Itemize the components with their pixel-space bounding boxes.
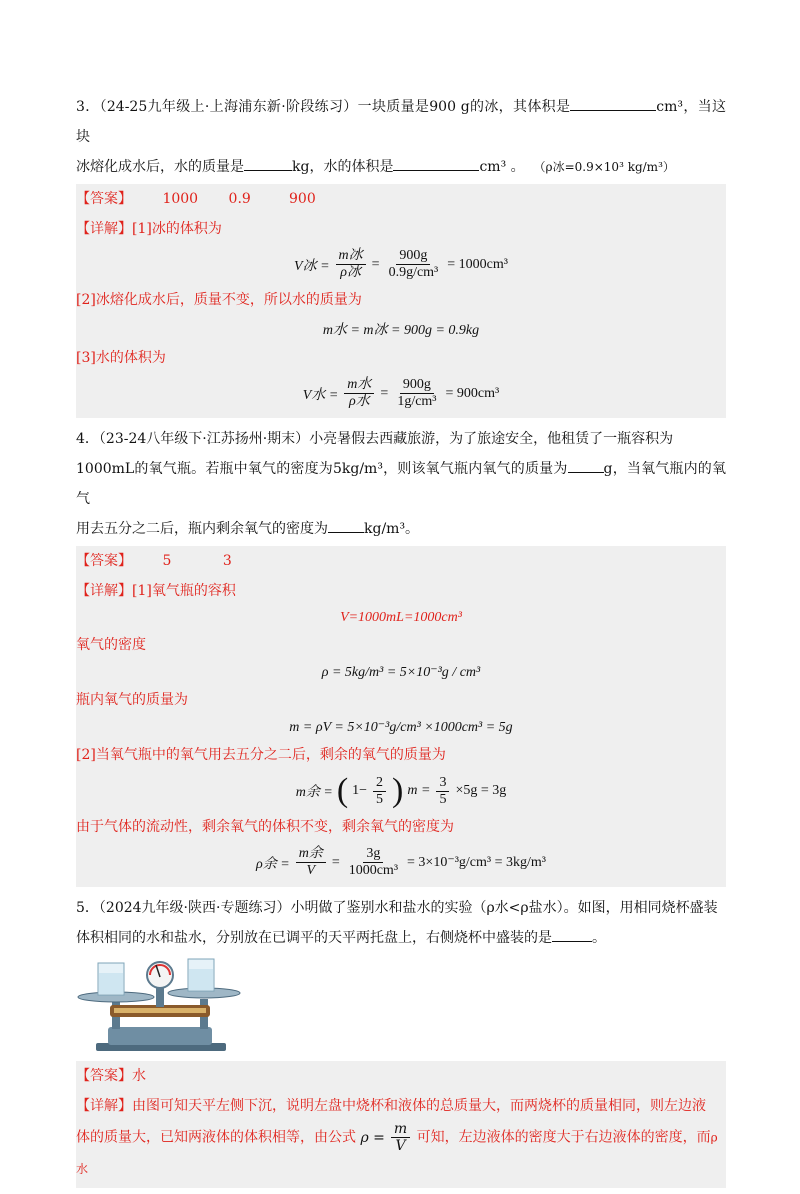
detail-line: 【详解】[1]氧气瓶的容积 xyxy=(76,583,236,599)
equation-remaining-density: ρ余 = $\frac{\text{m余}}{V}$ = $\frac{3g}{\text{1000cm³}}$ = 3×10⁻³g/cm³ = 3kg/m³ xyxy=(256,846,546,878)
answer-blank xyxy=(328,518,364,533)
answer-blank xyxy=(568,458,604,473)
detail-line: 【详解】[1]冰的体积为 xyxy=(76,221,222,237)
answer-row: 【答案】水 xyxy=(76,1068,146,1084)
answer-box-5 xyxy=(76,1061,726,1188)
detail-line: 体的质量大，已知两液体的体积相等，由公式 ρ = $\frac{m}{V}$ 可知，左边液体的密度大于右边液体的密度，而ρ水 xyxy=(76,1121,718,1176)
detail-label: 【详解】 xyxy=(76,1098,132,1114)
equation-water-mass: m水 = m冰 = 900g = 0.9kg xyxy=(322,323,480,338)
equation-remaining-mass: m余 = ( 1− $\frac{2}{5}$ ) m = $\frac{3}{5}$ ×5g = 3g xyxy=(295,772,507,809)
detail-line: [2]当氧气瓶中的氧气用去五分之二后，剩余的氧气的质量为 xyxy=(76,747,446,763)
answer-blank xyxy=(244,156,292,171)
answer-label: 【答案】 xyxy=(76,191,132,207)
answer-label: 【答案】 xyxy=(76,1068,132,1084)
answer-blank xyxy=(552,927,592,942)
question-source: （2024九年级·陕西·专题练习） xyxy=(98,900,291,916)
answer-label: 【答案】 xyxy=(76,553,132,569)
equation-ice-volume: V冰 = $\frac{\text{m冰}}{\text{ρ冰}}$ = $\frac{900g}{\text{0.9g/cm³}}$ = 1000cm³ xyxy=(294,248,508,280)
detail-line: [2]冰熔化成水后，质量不变，所以水的质量为 xyxy=(76,292,362,308)
equation-water-volume: V水 = $\frac{\text{m水}}{\text{ρ水}}$ = $\frac{900g}{\text{1g/cm³}}$ = 900cm³ xyxy=(302,377,500,409)
detail-line: 由于气体的流动性，剩余氧气的体积不变，剩余氧气的密度为 xyxy=(76,819,454,835)
equation-bottle-volume: V=1000mL=1000cm³ xyxy=(340,610,462,625)
balance-scale-figure xyxy=(76,955,242,1055)
answer-blank xyxy=(393,156,479,171)
detail-line: 瓶内氧气的质量为 xyxy=(76,692,188,708)
question-5: 5．（2024九年级·陕西·专题练习）小明做了鉴别水和盐水的实验（ρ水<ρ盐水）。如图，用相同烧杯盛装 体积相同的水和盐水，分别放在已调平的天平两托盘上，右侧烧杯中盛装的是 。 xyxy=(76,900,718,946)
question-number: 5． xyxy=(76,900,99,916)
question-4: 4．（23-24八年级下·江苏扬州·期末）小亮暑假去西藏旅游，为了旅途安全，他租赁了一瓶容积为 1000mL的氧气瓶。若瓶中氧气的密度为5kg/m³，则该氧气瓶内氧气的质量为 g，当氧气瓶内的氧气 用去五分之二后，瓶内剩余氧气的密度为 kg/m³。 xyxy=(76,431,726,537)
question-source: （23-24八年级下·江苏扬州·期末） xyxy=(98,431,310,447)
detail-line: 【详解】由图可知天平左侧下沉，说明左盘中烧杯和液体的总质量大，而两烧杯的质量相同，则左边液 xyxy=(76,1098,706,1114)
question-source: （24-25九年级上·上海浦东新·阶段练习） xyxy=(99,99,358,115)
balance-scale-icon xyxy=(76,955,242,1055)
detail-line: 氧气的密度 xyxy=(76,637,146,653)
worksheet-page xyxy=(76,92,726,1194)
question-number: 4． xyxy=(76,431,99,447)
question-3: 3．（24-25九年级上·上海浦东新·阶段练习）一块质量是900 g的冰，其体积是 cm³，当这块 冰熔化成水后，水的质量是 kg，水的体积是 cm³ 。 （ρ冰=0.9×10³ kg/m³） xyxy=(76,92,726,182)
question-number: 3． xyxy=(76,99,100,115)
equation-mass: m = ρV = 5×10⁻³g/cm³ ×1000cm³ = 5g xyxy=(289,720,513,735)
answer-box-4 xyxy=(76,546,726,887)
answer-box-3 xyxy=(76,184,726,418)
answer-blank xyxy=(570,96,656,111)
answer-row: 【答案】 1000 0.9 900 xyxy=(76,184,726,214)
answer-row: 【答案】 5 3 xyxy=(76,546,726,576)
equation-density: ρ = 5kg/m³ = 5×10⁻³g / cm³ xyxy=(321,665,481,680)
detail-line: [3]水的体积为 xyxy=(76,350,166,366)
detail-label: 【详解】 xyxy=(76,221,132,237)
detail-label: 【详解】 xyxy=(76,583,132,599)
